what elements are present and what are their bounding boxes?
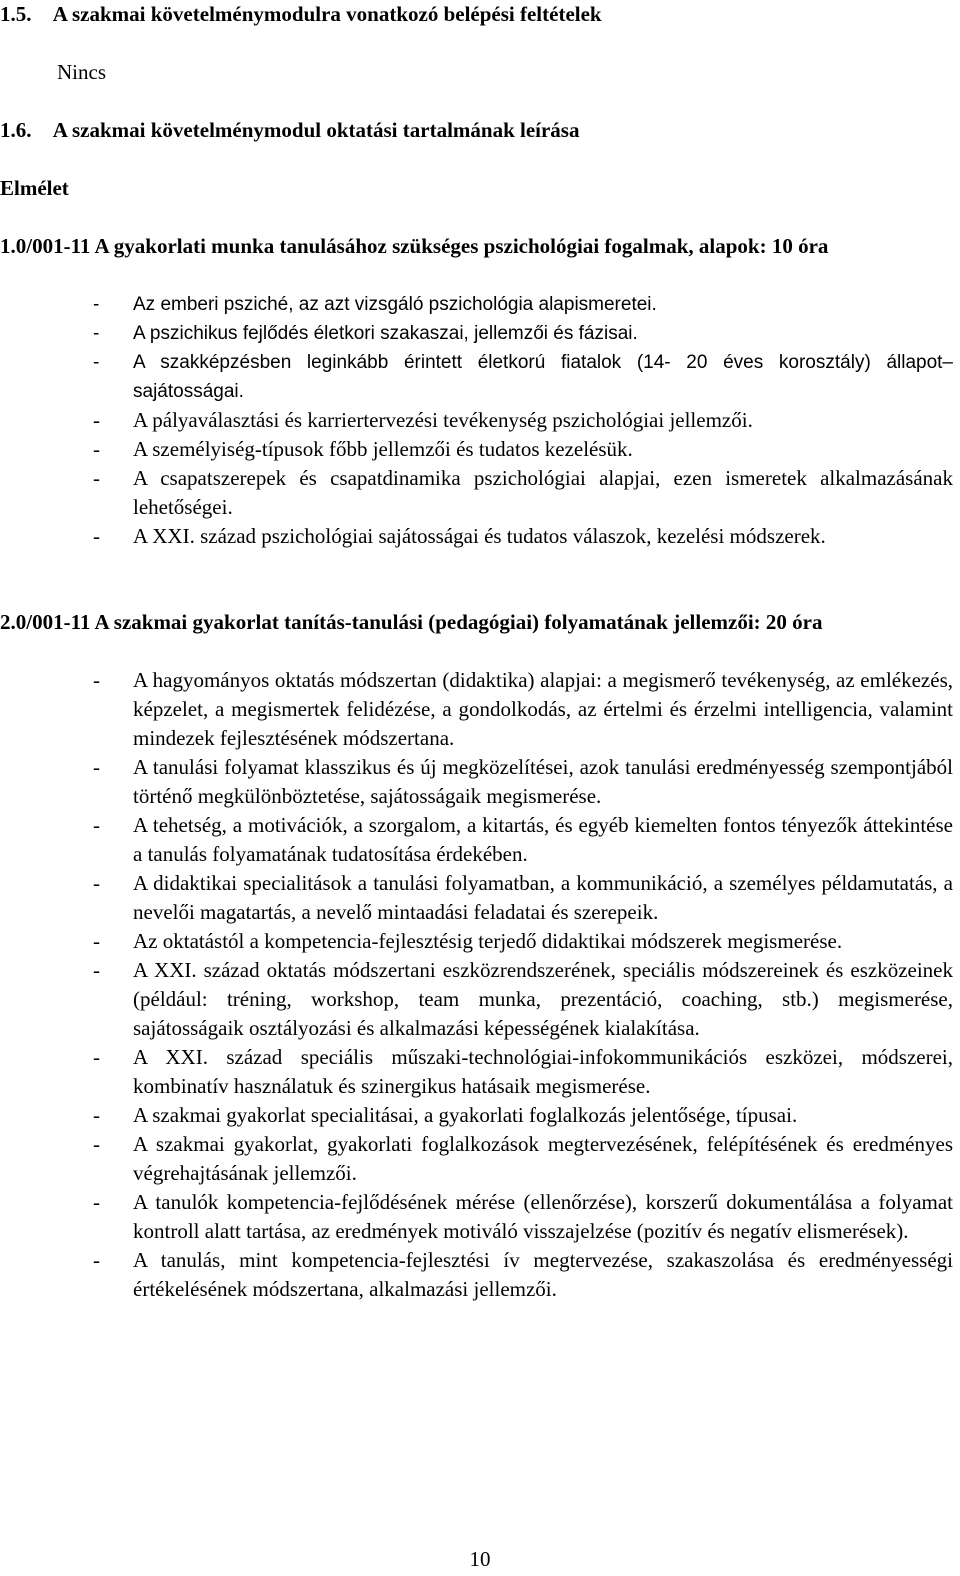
page-number: 10 bbox=[469, 1547, 491, 1571]
bullet-dash: - bbox=[93, 1045, 100, 1069]
heading-1-6 bbox=[0, 116, 579, 145]
list-item-text: A csapatszerepek és csapatdinamika pszichológiai alapjai, ezen ismeretek alkalmazásának lehetőségei. bbox=[133, 466, 953, 519]
bullet-dash: - bbox=[93, 871, 100, 895]
bullet-dash: - bbox=[93, 466, 100, 490]
heading-1-6-number: 1.6. bbox=[0, 118, 32, 142]
bullet-dash: - bbox=[93, 323, 100, 344]
bullet-dash: - bbox=[93, 1190, 100, 1214]
list-item bbox=[93, 666, 953, 753]
list-item-text: A XXI. század pszichológiai sajátosságai és tudatos válaszok, kezelési módszerek. bbox=[133, 524, 826, 548]
bullet-dash: - bbox=[93, 958, 100, 982]
list-item bbox=[93, 927, 953, 956]
list-item bbox=[93, 1043, 953, 1101]
list-item bbox=[93, 406, 953, 435]
bullet-dash: - bbox=[93, 524, 100, 548]
theory-label: Elmélet bbox=[0, 176, 69, 200]
bullet-dash: - bbox=[93, 1248, 100, 1272]
list-item bbox=[93, 753, 953, 811]
list-item-text: Az emberi psziché, az azt vizsgáló pszichológia alapismeretei. bbox=[133, 294, 657, 315]
requirement-value: Nincs bbox=[57, 60, 106, 84]
section-2-list bbox=[93, 666, 953, 1304]
list-item bbox=[93, 869, 953, 927]
list-item-text: A pályaválasztási és karriertervezési tevékenység pszichológiai jellemzői. bbox=[133, 408, 753, 432]
heading-1-6-title: A szakmai követelménymodul oktatási tartalmának leírása bbox=[52, 118, 580, 142]
list-item-text: A pszichikus fejlődés életkori szakaszai, jellemzői és fázisai. bbox=[133, 323, 638, 344]
list-item bbox=[93, 435, 953, 464]
list-item bbox=[93, 522, 953, 551]
list-item-text: A tanulási folyamat klasszikus és új megközelítései, azok tanulási eredményesség szempontjából történő megkülönböztetése, sajátosságaik megismerése. bbox=[133, 755, 953, 808]
list-item-text: A tanulás, mint kompetencia-fejlesztési ív megtervezése, szakaszolása és eredményességi értékelésének módszertana, alkalmazási jellemzői. bbox=[133, 1248, 953, 1301]
bullet-dash: - bbox=[93, 813, 100, 837]
bullet-dash: - bbox=[93, 1103, 100, 1127]
bullet-dash: - bbox=[93, 437, 100, 461]
list-item-text: A szakmai gyakorlat, gyakorlati foglalkozások megtervezésének, felépítésének és eredményes végrehajtásának jellemzői. bbox=[133, 1132, 953, 1185]
bullet-dash: - bbox=[93, 929, 100, 953]
section-1-list bbox=[93, 290, 953, 406]
bullet-dash: - bbox=[93, 294, 100, 315]
list-item bbox=[93, 464, 953, 522]
section-1-title: 1.0/001-11 A gyakorlati munka tanulásához szükséges pszichológiai fogalmak, alapok: 10 óra bbox=[0, 234, 829, 258]
bullet-dash: - bbox=[93, 668, 100, 692]
list-item-text: A XXI. század speciális műszaki-technológiai-infokommunikációs eszközei, módszerei, kombinatív használatuk és szinergikus hatásaik megismerése. bbox=[133, 1045, 953, 1098]
list-item bbox=[93, 1246, 953, 1304]
heading-1-5-number: 1.5. bbox=[0, 2, 32, 26]
bullet-dash: - bbox=[93, 1132, 100, 1156]
list-item bbox=[93, 319, 953, 348]
list-item-text: A szakmai gyakorlat specialitásai, a gyakorlati foglalkozás jelentősége, típusai. bbox=[133, 1103, 798, 1127]
heading-1-5 bbox=[0, 0, 602, 29]
list-item-text: A tanulók kompetencia-fejlődésének mérése (ellenőrzése), korszerű dokumentálása a folyamat kontroll alatt tartása, az eredmények motiváló visszajelzése (pozitív és negatív elismerések). bbox=[133, 1190, 953, 1243]
section-2-title: 2.0/001-11 A szakmai gyakorlat tanítás-tanulási (pedagógiai) folyamatának jellemzői: 20 óra bbox=[0, 610, 823, 634]
list-item bbox=[93, 348, 953, 406]
bullet-dash: - bbox=[93, 755, 100, 779]
bullet-dash: - bbox=[93, 408, 100, 432]
list-item-text: A személyiség-típusok főbb jellemzői és tudatos kezelésük. bbox=[133, 437, 633, 461]
list-item bbox=[93, 811, 953, 869]
section-1-list-cont bbox=[93, 406, 953, 551]
list-item bbox=[93, 1188, 953, 1246]
list-item-text: A didaktikai specialitások a tanulási folyamatban, a kommunikáció, a személyes példamutatás, a nevelői magatartás, a nevelő mintaadási feladatai és szerepeik. bbox=[133, 871, 953, 924]
bullet-dash: - bbox=[93, 352, 100, 373]
list-item-text: A tehetség, a motivációk, a szorgalom, a kitartás, és egyéb kiemelten fontos tényezők áttekintése a tanulás folyamatának tudatosítása érdekében. bbox=[133, 813, 953, 866]
list-item-text: Az oktatástól a kompetencia-fejlesztésig terjedő didaktikai módszerek megismerése. bbox=[133, 929, 843, 953]
heading-1-5-title: A szakmai követelménymodulra vonatkozó belépési feltételek bbox=[52, 2, 602, 26]
list-item bbox=[93, 290, 953, 319]
list-item-text: A szakképzésben leginkább érintett életkorú fiatalok (14- 20 éves korosztály) állapot–sajátosságai. bbox=[133, 352, 953, 402]
list-item bbox=[93, 1101, 953, 1130]
list-item-text: A XXI. század oktatás módszertani eszközrendszerének, speciális módszereinek és eszközeinek (például: tréning, workshop, team munka, prezentáció, coaching, stb.) megismerése, sajátosságaik osztályozási és alkalmazási képességének kialakítása. bbox=[133, 958, 953, 1040]
list-item bbox=[93, 956, 953, 1043]
list-item bbox=[93, 1130, 953, 1188]
list-item-text: A hagyományos oktatás módszertan (didaktika) alapjai: a megismerő tevékenység, az emlékezés, képzelet, a megismertek felidézése, a gondolkodás, az értelmi és érzelmi intelligencia, valamint mindezek fejlesztésének módszertana. bbox=[133, 668, 953, 750]
